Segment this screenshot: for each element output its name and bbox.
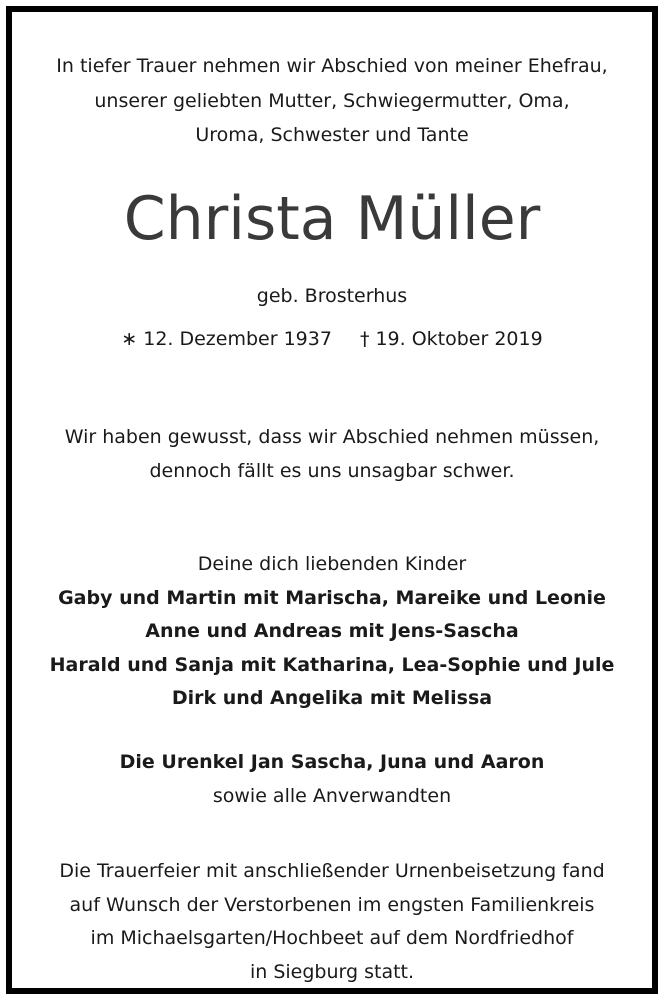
intro-line-3: Uroma, Schwester und Tante (195, 124, 469, 146)
family-line-3: Harald und Sanja mit Katharina, Lea-Sophie und Jule (49, 654, 615, 676)
life-dates (12, 327, 652, 351)
death-date: 19. Oktober 2019 (375, 328, 543, 350)
birth-date-group (121, 327, 332, 351)
death-cross-icon: † (359, 328, 370, 350)
great-grandchildren: Die Urenkel Jan Sascha, Juna und Aaron (119, 751, 545, 773)
maiden-name: geb. Brosterhus (256, 285, 408, 307)
family-line-1: Gaby und Martin mit Marischa, Mareike und Leonie (58, 587, 606, 609)
intro-line-1: In tiefer Trauer nehmen wir Abschied von meiner Ehefrau, (56, 55, 608, 77)
obituary-frame (6, 6, 658, 994)
death-date-group (360, 327, 543, 351)
deceased-name: Christa Müller (123, 184, 541, 254)
quote-line-2: dennoch fällt es uns unsagbar schwer. (149, 460, 515, 482)
notice-line-2: auf Wunsch der Verstorbenen im engsten Familienkreis (69, 894, 595, 916)
notice-line-3: im Michaelsgarten/Hochbeet auf dem Nordfriedhof (90, 927, 574, 949)
relatives: sowie alle Anverwandten (212, 785, 452, 807)
birth-date: 12. Dezember 1937 (143, 328, 332, 350)
children-intro: Deine dich liebenden Kinder (197, 553, 467, 575)
family-line-2: Anne und Andreas mit Jens-Sascha (145, 620, 519, 642)
notice-line-4: in Siegburg statt. (249, 961, 415, 983)
birth-star-icon: ∗ (121, 328, 138, 350)
quote-line-1: Wir haben gewusst, dass wir Abschied nehmen müssen, (64, 426, 600, 448)
notice-line-1: Die Trauerfeier mit anschließender Urnenbeisetzung fand (59, 860, 605, 882)
intro-line-2: unserer geliebten Mutter, Schwiegermutter, Oma, (94, 90, 570, 112)
family-line-4: Dirk und Angelika mit Melissa (171, 687, 493, 709)
